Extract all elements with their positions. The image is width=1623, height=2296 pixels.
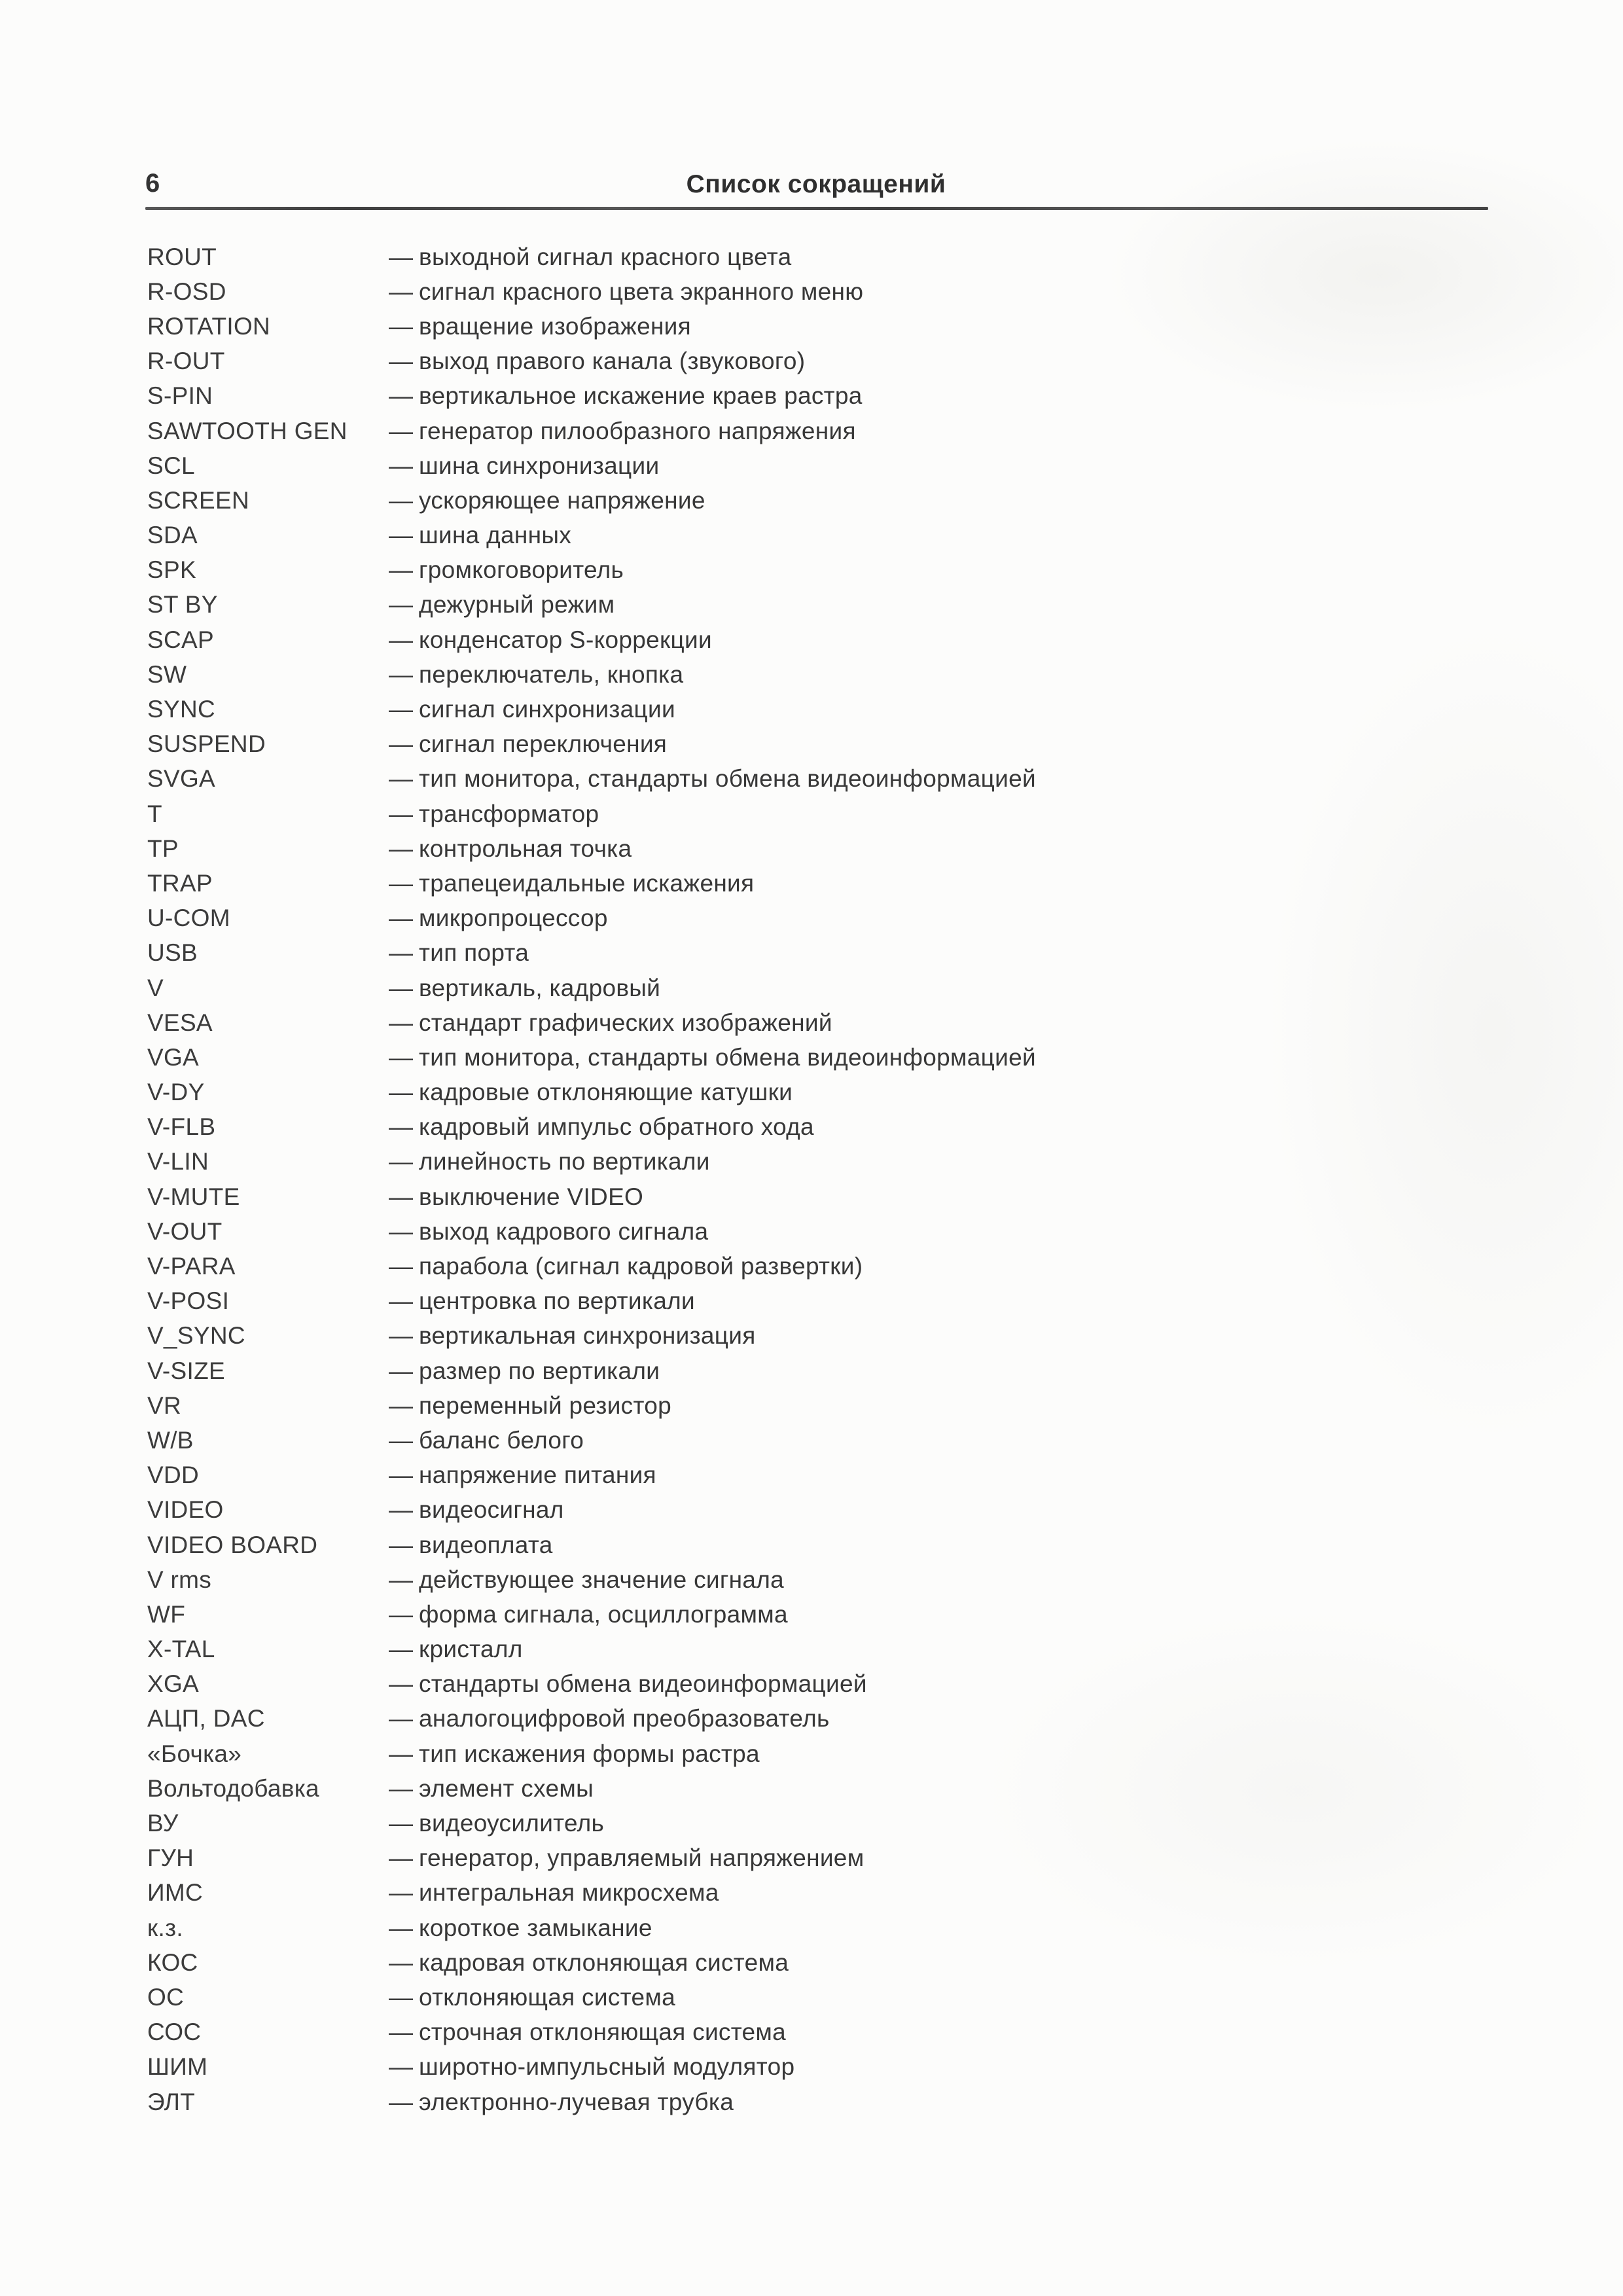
- abbreviation-term: WF: [147, 1600, 186, 1628]
- page-number: 6: [145, 169, 160, 198]
- abbreviation-definition: трансформатор: [419, 800, 599, 827]
- abbreviation-definition: сигнал красного цвета экранного меню: [419, 278, 864, 305]
- abbreviation-definition: выход правого канала (звукового): [419, 348, 806, 375]
- dash-separator: —: [389, 626, 414, 653]
- abbreviation-definition: интегральная микросхема: [419, 1879, 719, 1907]
- dash-separator: —: [389, 417, 414, 444]
- list-item: [147, 657, 1544, 692]
- dash-separator: —: [389, 243, 414, 270]
- dash-separator: —: [389, 1391, 414, 1419]
- abbreviation-term: V-SIZE: [147, 1357, 225, 1384]
- dash-separator: —: [389, 1600, 414, 1628]
- abbreviation-definition: вертикаль, кадровый: [419, 974, 661, 1001]
- abbreviation-definition: широтно-импульсный модулятор: [419, 2053, 795, 2081]
- abbreviation-term: ЭЛТ: [147, 2088, 196, 2115]
- list-item: [147, 831, 1544, 866]
- abbreviation-definition: микропроцессор: [419, 905, 608, 932]
- abbreviation-term: VR: [147, 1391, 181, 1419]
- dash-separator: —: [389, 1253, 414, 1280]
- abbreviation-definition: кадровый импульс обратного хода: [419, 1113, 814, 1141]
- list-item: [147, 309, 1544, 344]
- list-item: [147, 1110, 1544, 1145]
- list-item: [147, 762, 1544, 797]
- header-divider: [145, 207, 1488, 210]
- list-item: [147, 2085, 1544, 2119]
- dash-separator: —: [389, 348, 414, 375]
- abbreviation-term: СОС: [147, 2018, 202, 2046]
- abbreviation-term: V: [147, 974, 164, 1001]
- abbreviation-definition: вертикальное искажение краев растра: [419, 382, 863, 410]
- abbreviation-term: S-PIN: [147, 382, 213, 410]
- abbreviation-term: V-DY: [147, 1079, 205, 1106]
- abbreviation-definition: шина синхронизации: [419, 452, 660, 479]
- abbreviation-term: SYNC: [147, 696, 215, 723]
- dash-separator: —: [389, 1079, 414, 1106]
- abbreviation-definition: контрольная точка: [419, 834, 632, 862]
- abbreviation-definition: видеоплата: [419, 1531, 553, 1558]
- list-item: [147, 622, 1544, 657]
- abbreviation-term: W/B: [147, 1426, 194, 1454]
- list-item: [147, 727, 1544, 762]
- dash-separator: —: [389, 312, 414, 340]
- dash-separator: —: [389, 1113, 414, 1141]
- abbreviation-definition: конденсатор S-коррекции: [419, 626, 712, 653]
- list-item: [147, 274, 1544, 309]
- abbreviation-term: ИМС: [147, 1879, 204, 1907]
- abbreviation-definition: выход кадрового сигнала: [419, 1217, 709, 1245]
- dash-separator: —: [389, 765, 414, 793]
- list-item: [147, 1145, 1544, 1179]
- list-item: [147, 1249, 1544, 1283]
- dash-separator: —: [389, 1009, 414, 1036]
- abbreviation-definition: выключение VIDEO: [419, 1183, 644, 1210]
- abbreviation-term: V-MUTE: [147, 1183, 240, 1210]
- abbreviation-definition: вращение изображения: [419, 312, 691, 340]
- list-item: [147, 1910, 1544, 1945]
- abbreviation-term: R-OUT: [147, 348, 225, 375]
- abbreviation-term: АЦП, DAC: [147, 1705, 265, 1732]
- dash-separator: —: [389, 1496, 414, 1524]
- dash-separator: —: [389, 1774, 414, 1802]
- dash-separator: —: [389, 1183, 414, 1210]
- dash-separator: —: [389, 800, 414, 827]
- abbreviation-term: SAWTOOTH GEN: [147, 417, 348, 444]
- abbreviation-definition: стандарт графических изображений: [419, 1009, 832, 1036]
- abbreviation-definition: центровка по вертикали: [419, 1287, 695, 1315]
- dash-separator: —: [389, 2053, 414, 2081]
- abbreviation-term: SCL: [147, 452, 195, 479]
- abbreviation-term: V-OUT: [147, 1217, 223, 1245]
- abbreviation-term: V-LIN: [147, 1148, 209, 1175]
- list-item: [147, 448, 1544, 483]
- abbreviation-term: V-FLB: [147, 1113, 216, 1141]
- list-item: [147, 1319, 1544, 1354]
- dash-separator: —: [389, 730, 414, 758]
- dash-separator: —: [389, 1948, 414, 1976]
- abbreviation-definition: громкоговоритель: [419, 556, 624, 584]
- abbreviation-definition: кадровая отклоняющая система: [419, 1948, 789, 1976]
- abbreviation-term: TRAP: [147, 869, 213, 897]
- list-item: [147, 518, 1544, 553]
- dash-separator: —: [389, 939, 414, 967]
- abbreviation-definition: генератор пилообразного напряжения: [419, 417, 856, 444]
- dash-separator: —: [389, 452, 414, 479]
- abbreviation-definition: сигнал синхронизации: [419, 696, 675, 723]
- abbreviation-definition: дежурный режим: [419, 591, 615, 619]
- abbreviation-term: ВУ: [147, 1810, 179, 1837]
- abbreviation-term: ROTATION: [147, 312, 271, 340]
- abbreviation-definition: отклоняющая система: [419, 1983, 675, 2011]
- abbreviation-term: TP: [147, 834, 179, 862]
- abbreviation-term: ШИМ: [147, 2053, 208, 2081]
- dash-separator: —: [389, 1983, 414, 2011]
- dash-separator: —: [389, 869, 414, 897]
- list-item: [147, 1562, 1544, 1597]
- page-title: Список сокращений: [686, 170, 946, 198]
- abbreviation-definition: линейность по вертикали: [419, 1148, 710, 1175]
- list-item: [147, 1736, 1544, 1771]
- dash-separator: —: [389, 660, 414, 688]
- abbreviation-term: XGA: [147, 1670, 200, 1698]
- abbreviation-term: VESA: [147, 1009, 213, 1036]
- abbreviation-term: Вольтодобавка: [147, 1774, 319, 1802]
- abbreviation-term: SDA: [147, 522, 198, 549]
- list-item: [147, 1423, 1544, 1458]
- list-item: [147, 692, 1544, 726]
- dash-separator: —: [389, 1566, 414, 1593]
- dash-separator: —: [389, 1426, 414, 1454]
- abbreviation-definition: генератор, управляемый напряжением: [419, 1844, 865, 1872]
- abbreviation-definition: тип монитора, стандарты обмена видеоинформацией: [419, 1043, 1036, 1071]
- abbreviation-term: T: [147, 800, 162, 827]
- dash-separator: —: [389, 382, 414, 410]
- abbreviation-definition: трапецеидальные искажения: [419, 869, 755, 897]
- dash-separator: —: [389, 1810, 414, 1837]
- dash-separator: —: [389, 1531, 414, 1558]
- abbreviation-term: VDD: [147, 1462, 200, 1489]
- list-item: [147, 1702, 1544, 1736]
- dash-separator: —: [389, 2018, 414, 2046]
- abbreviation-term: USB: [147, 939, 198, 967]
- list-item: [147, 1980, 1544, 2015]
- dash-separator: —: [389, 1879, 414, 1907]
- dash-separator: —: [389, 1914, 414, 1941]
- dash-separator: —: [389, 1357, 414, 1384]
- dash-separator: —: [389, 1740, 414, 1767]
- abbreviation-definition: электронно-лучевая трубка: [419, 2088, 734, 2115]
- list-item: [147, 1354, 1544, 1388]
- abbreviation-term: V-PARA: [147, 1253, 236, 1280]
- abbreviation-term: V_SYNC: [147, 1322, 245, 1350]
- list-item: [147, 866, 1544, 901]
- list-item: [147, 1771, 1544, 1806]
- abbreviation-term: к.з.: [147, 1914, 183, 1941]
- abbreviation-term: ROUT: [147, 243, 217, 270]
- abbreviation-definition: вертикальная синхронизация: [419, 1322, 756, 1350]
- list-item: [147, 1040, 1544, 1075]
- abbreviation-list: [147, 240, 1544, 2119]
- list-item: [147, 901, 1544, 936]
- abbreviation-definition: ускоряющее напряжение: [419, 486, 705, 514]
- dash-separator: —: [389, 522, 414, 549]
- abbreviation-definition: сигнал переключения: [419, 730, 668, 758]
- dash-separator: —: [389, 1043, 414, 1071]
- list-item: [147, 483, 1544, 518]
- dash-separator: —: [389, 974, 414, 1001]
- abbreviation-definition: аналогоцифровой преобразователь: [419, 1705, 830, 1732]
- abbreviation-definition: элемент схемы: [419, 1774, 594, 1802]
- abbreviation-term: SUSPEND: [147, 730, 266, 758]
- list-item: [147, 936, 1544, 971]
- list-item: [147, 588, 1544, 622]
- list-item: [147, 1075, 1544, 1110]
- abbreviation-definition: строчная отклоняющая система: [419, 2018, 787, 2046]
- abbreviation-term: VIDEO BOARD: [147, 1531, 318, 1558]
- dash-separator: —: [389, 556, 414, 584]
- abbreviation-term: SCAP: [147, 626, 214, 653]
- list-item: [147, 1667, 1544, 1702]
- dash-separator: —: [389, 2088, 414, 2115]
- abbreviation-definition: кадровые отклоняющие катушки: [419, 1079, 793, 1106]
- list-item: [147, 1876, 1544, 1910]
- abbreviation-term: ГУН: [147, 1844, 194, 1872]
- list-item: [147, 971, 1544, 1005]
- abbreviation-term: VGA: [147, 1043, 200, 1071]
- list-item: [147, 2015, 1544, 2050]
- abbreviation-definition: видеоусилитель: [419, 1810, 605, 1837]
- dash-separator: —: [389, 1670, 414, 1698]
- dash-separator: —: [389, 591, 414, 619]
- abbreviation-term: SCREEN: [147, 486, 249, 514]
- list-item: [147, 1388, 1544, 1423]
- dash-separator: —: [389, 278, 414, 305]
- list-item: [147, 1005, 1544, 1040]
- list-item: [147, 1214, 1544, 1249]
- abbreviation-term: КОС: [147, 1948, 198, 1976]
- abbreviation-definition: тип искажения формы растра: [419, 1740, 760, 1767]
- abbreviation-definition: баланс белого: [419, 1426, 584, 1454]
- dash-separator: —: [389, 1705, 414, 1732]
- list-item: [147, 344, 1544, 379]
- abbreviation-definition: выходной сигнал красного цвета: [419, 243, 792, 270]
- abbreviation-term: ST BY: [147, 591, 218, 619]
- dash-separator: —: [389, 834, 414, 862]
- list-item: [147, 2050, 1544, 2085]
- page-header: [145, 169, 1487, 207]
- abbreviation-term: V rms: [147, 1566, 212, 1593]
- dash-separator: —: [389, 1844, 414, 1872]
- list-item: [147, 1284, 1544, 1319]
- abbreviation-term: R-OSD: [147, 278, 226, 305]
- list-item: [147, 1528, 1544, 1562]
- list-item: [147, 1597, 1544, 1632]
- abbreviation-term: V-POSI: [147, 1287, 230, 1315]
- list-item: [147, 414, 1544, 448]
- abbreviation-definition: парабола (сигнал кадровой развертки): [419, 1253, 863, 1280]
- abbreviation-term: SVGA: [147, 765, 216, 793]
- list-item: [147, 1458, 1544, 1493]
- list-item: [147, 797, 1544, 831]
- abbreviation-term: VIDEO: [147, 1496, 224, 1524]
- abbreviation-definition: видеосигнал: [419, 1496, 564, 1524]
- dash-separator: —: [389, 486, 414, 514]
- abbreviation-term: X-TAL: [147, 1636, 215, 1663]
- abbreviation-term: ОС: [147, 1983, 185, 2011]
- dash-separator: —: [389, 905, 414, 932]
- abbreviation-definition: размер по вертикали: [419, 1357, 660, 1384]
- abbreviation-term: SW: [147, 660, 187, 688]
- list-item: [147, 240, 1544, 274]
- list-item: [147, 1493, 1544, 1528]
- abbreviation-definition: переключатель, кнопка: [419, 660, 684, 688]
- list-item: [147, 1179, 1544, 1214]
- abbreviation-definition: короткое замыкание: [419, 1914, 652, 1941]
- abbreviation-term: «Бочка»: [147, 1740, 242, 1767]
- abbreviation-definition: шина данных: [419, 522, 572, 549]
- abbreviation-definition: тип порта: [419, 939, 529, 967]
- dash-separator: —: [389, 1217, 414, 1245]
- dash-separator: —: [389, 1462, 414, 1489]
- abbreviation-definition: форма сигнала, осциллограмма: [419, 1600, 788, 1628]
- list-item: [147, 1841, 1544, 1876]
- abbreviation-definition: кристалл: [419, 1636, 523, 1663]
- dash-separator: —: [389, 696, 414, 723]
- abbreviation-definition: действующее значение сигнала: [419, 1566, 785, 1593]
- dash-separator: —: [389, 1636, 414, 1663]
- abbreviation-term: SPK: [147, 556, 196, 584]
- dash-separator: —: [389, 1148, 414, 1175]
- list-item: [147, 1806, 1544, 1840]
- abbreviation-term: U-COM: [147, 905, 230, 932]
- dash-separator: —: [389, 1287, 414, 1315]
- list-item: [147, 1632, 1544, 1667]
- dash-separator: —: [389, 1322, 414, 1350]
- list-item: [147, 553, 1544, 588]
- list-item: [147, 1945, 1544, 1980]
- abbreviation-definition: напряжение питания: [419, 1462, 656, 1489]
- list-item: [147, 379, 1544, 414]
- abbreviation-definition: стандарты обмена видеоинформацией: [419, 1670, 867, 1698]
- abbreviation-definition: переменный резистор: [419, 1391, 672, 1419]
- abbreviation-definition: тип монитора, стандарты обмена видеоинформацией: [419, 765, 1036, 793]
